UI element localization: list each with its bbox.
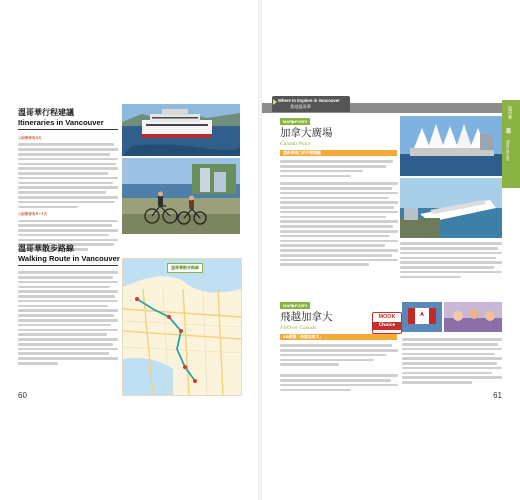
attraction2-name-zh: 飛越加拿大 <box>280 311 333 323</box>
section-header-en: Where to Explore in Vancouver <box>278 98 340 103</box>
attraction1-body <box>280 180 398 268</box>
mook-badge-top: MOOK <box>378 314 396 320</box>
left-page <box>0 0 258 500</box>
walk-title-zh: 溫哥華散步路線 <box>18 244 74 253</box>
attraction1-map-ref: MAP▶P.33F2 <box>280 118 310 125</box>
flyover-caption <box>402 336 502 386</box>
right-page <box>262 0 520 500</box>
attraction2-info <box>280 342 398 368</box>
flyover-ride-photo <box>444 302 502 332</box>
walking-route-map-label: 溫哥華散步路線 <box>167 263 203 273</box>
harbour-ship-photo <box>122 104 240 156</box>
attraction2-howto: 4D模擬「飛越加拿大」 <box>280 334 397 340</box>
cruise-ship-photo <box>400 178 502 238</box>
walking-route-map <box>122 258 242 396</box>
day3-heading: ◎如果你有3天 <box>18 136 42 140</box>
itinerary-rule <box>18 129 118 130</box>
itinerary-title <box>18 108 104 127</box>
side-tab-top: 溫哥華 <box>507 106 512 120</box>
itinerary-text <box>18 132 118 253</box>
attraction1-info <box>280 158 398 179</box>
itinerary-title-zh: 溫哥華行程建議 <box>18 108 74 117</box>
attraction2-map-ref: MAP▶P.33F2 <box>280 302 310 309</box>
header-arrow-icon <box>273 99 277 105</box>
walk-text <box>18 269 118 367</box>
attraction1-howto: 溫哥華港口的不動遊艇 <box>280 150 397 156</box>
flyover-flag-photo <box>402 302 442 332</box>
right-page-number: 61 <box>493 391 502 400</box>
seawall-bikes-photo <box>122 158 240 234</box>
attraction2-name-en: FlyOver Canada <box>280 325 317 331</box>
mook-choice-badge <box>372 312 402 334</box>
day5-heading: ◎如果你有5~7天 <box>18 212 48 217</box>
mook-badge-bottom: Choice <box>373 322 401 330</box>
left-page-number: 60 <box>18 391 27 400</box>
walk-rule <box>18 265 118 266</box>
canada-place-sails-photo <box>400 116 502 176</box>
attraction1-name-zh: 加拿大廣場 <box>280 127 333 139</box>
attraction2-body <box>280 372 398 393</box>
walk-title-en: Walking Route in Vancouver <box>18 254 120 263</box>
side-tab-en: Vancouver <box>505 140 511 162</box>
section-header-tab <box>272 96 350 112</box>
walk-title <box>18 244 120 263</box>
side-tab-mid: 溫 <box>505 128 511 133</box>
attraction1-name-en: Canada Place <box>280 141 311 147</box>
section-header-zh: 賞遊溫哥華 <box>290 104 311 109</box>
canada-place-caption <box>400 240 502 280</box>
itinerary-title-en: Itineraries in Vancouver <box>18 118 104 127</box>
side-index-tab <box>502 100 520 188</box>
